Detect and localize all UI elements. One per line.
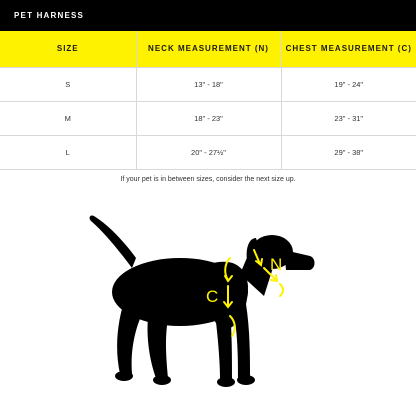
column-header-neck: NECK MEASUREMENT (N) (136, 31, 281, 67)
size-cell: S (0, 67, 136, 101)
chest-cell: 29" - 38" (281, 135, 416, 169)
sizing-note: If your pet is in between sizes, consider the next size up. (120, 176, 296, 183)
chest-cell: 19" - 24" (281, 67, 416, 101)
neck-cell: 18" - 23" (136, 101, 281, 135)
neck-cell: 13" - 18" (136, 67, 281, 101)
size-cell: M (0, 101, 136, 135)
neck-cell: 20" - 27½" (136, 135, 281, 169)
dog-measurement-diagram (80, 206, 350, 392)
page-title: PET HARNESS (0, 0, 416, 31)
dog-silhouette (90, 215, 315, 387)
neck-label: N (270, 255, 283, 274)
table-row (0, 101, 416, 135)
table-header-row (0, 31, 416, 67)
size-table (0, 31, 416, 170)
table-row (0, 135, 416, 169)
size-cell: L (0, 135, 136, 169)
chest-cell: 23" - 31" (281, 101, 416, 135)
column-header-size: SIZE (0, 31, 136, 67)
column-header-chest: CHEST MEASUREMENT (C) (281, 31, 416, 67)
chest-label: C (206, 287, 219, 306)
table-row (0, 67, 416, 101)
